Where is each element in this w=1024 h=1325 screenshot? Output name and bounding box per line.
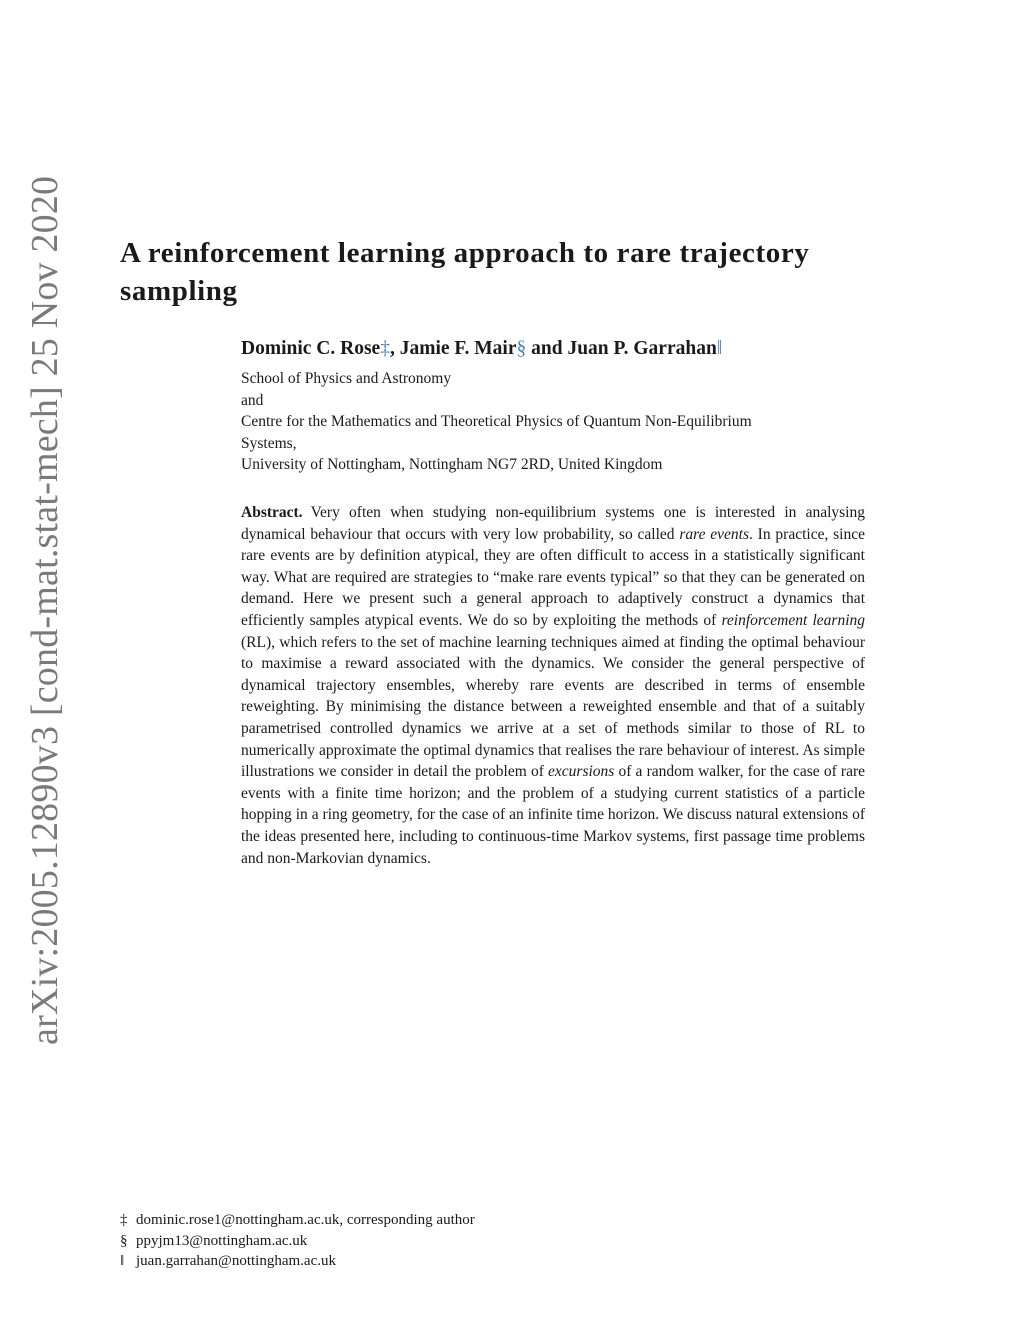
footnote-text: ppyjm13@nottingham.ac.uk [136, 1232, 308, 1249]
abstract-heading: Abstract. [241, 504, 303, 521]
footnote-marker[interactable]: ‖ [716, 338, 723, 359]
footnote-symbol: ‖ [120, 1253, 125, 1269]
abstract-emphasis: rare events [679, 525, 749, 543]
affiliation-line: Centre for the Mathematics and Theoretical Physics of Quantum Non-Equilibrium [241, 413, 752, 431]
affiliation-block [241, 368, 881, 476]
arxiv-identifier-stamp: arXiv:2005.12890v3 [cond-mat.stat-mech] 25 Nov 2020 [24, 175, 66, 1045]
abstract-text: of a random walker, for the case of rare events with a finite time horizon; and the problem of a studying current statistics of a particle hopping in a ring geometry, for the case of an infinite time horizon. We discuss natural extensions of the ideas presented here, including to continuous-time Markov systems, first passage time problems and non-Markovian dynamics. [241, 763, 865, 867]
author-separator: and [526, 338, 568, 359]
footnote-symbol: § [120, 1232, 128, 1249]
affiliation-line: School of Physics and Astronomy [241, 370, 452, 387]
footnotes [120, 1210, 475, 1272]
author-separator: , [389, 338, 400, 359]
footnote-marker[interactable]: ‡ [380, 338, 390, 359]
paper-title: A reinforcement learning approach to rare trajectory sampling [120, 237, 810, 307]
footnote-text: juan.garrahan@nottingham.ac.uk [136, 1253, 336, 1269]
author-name: Dominic C. Rose [241, 338, 381, 359]
affiliation-line: University of Nottingham, Nottingham NG7 2RD, United Kingdom [241, 456, 663, 474]
abstract-text: Very often when studying non-equilibrium systems one is interested in analysing dynamical behaviour that occurs with very low probability, so called [241, 504, 865, 543]
author-list [241, 338, 722, 360]
abstract-emphasis: excursions [548, 763, 615, 781]
abstract-text: . In practice, since rare events are by definition atypical, they are often difficult to access in a statistically significant way. What are required are strategies to “make rare events typical” so that they can be generated on demand. Here we present such a general approach to adaptively construct a dynamics that efficiently samples atypical events. We do so by exploiting the methods of [241, 525, 865, 629]
footnote [120, 1210, 475, 1231]
footnote-symbol: ‡ [120, 1212, 128, 1228]
footnote-marker[interactable]: § [516, 338, 527, 359]
footnote-text: dominic.rose1@nottingham.ac.uk, corresponding author [136, 1212, 475, 1228]
footnote [120, 1251, 475, 1272]
abstract-text: (RL), which refers to the set of machine learning techniques aimed at finding the optimal behaviour to maximise a reward associated with the dynamics. We consider the general perspective of dynamical trajectory ensembles, whereby rare events are described in terms of ensemble reweighting. By minimising the distance between a reweighted ensemble and that of a suitably parametrised controlled dynamics we arrive at a set of methods similar to those of RL to numerically approximate the optimal dynamics that realises the rare behaviour of interest. As simple illustrations we consider in detail the problem of [241, 633, 865, 781]
abstract [241, 502, 865, 869]
footnote [120, 1231, 475, 1252]
author-name: Juan P. Garrahan [567, 338, 717, 359]
affiliation-line: and [241, 391, 264, 409]
author-name: Jamie F. Mair [399, 338, 517, 359]
abstract-emphasis: reinforcement learning [721, 611, 866, 629]
affiliation-line: Systems, [241, 434, 297, 452]
